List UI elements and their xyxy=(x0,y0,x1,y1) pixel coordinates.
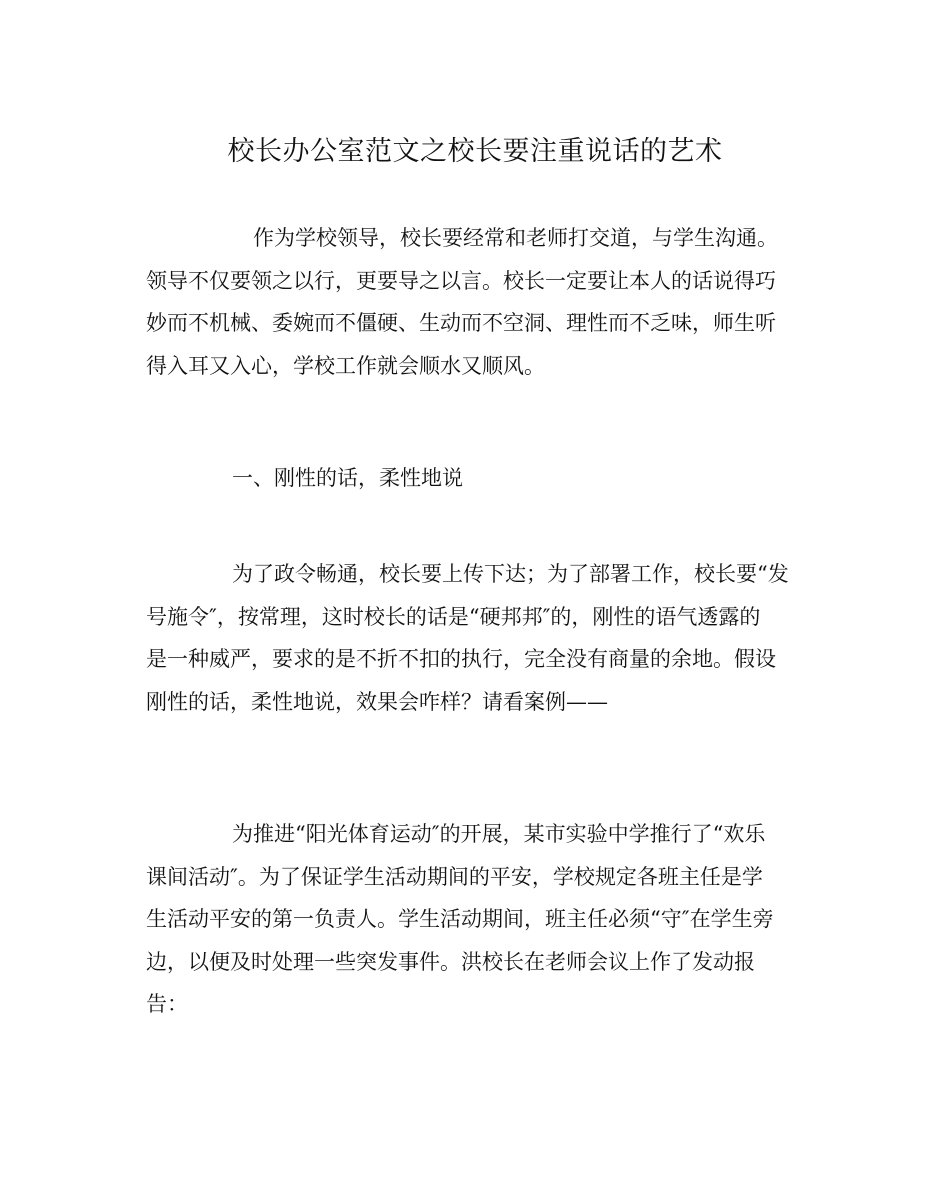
paragraph-line: 生活动平安的第一负责人。学生活动期间，班主任必须“守″在学生旁 xyxy=(146,907,774,931)
paragraph-intro xyxy=(146,217,818,387)
paragraph-line: 刚性的话，柔性地说，效果会咋样？请看案例—— xyxy=(146,689,608,714)
section-heading xyxy=(146,457,818,500)
paragraph-line: 为推进“阳光体育运动″的开展，某市实验中学推行了“欢乐 xyxy=(232,822,766,846)
paragraph-line: 为了政令畅通，校长要上传下达；为了部署工作，校长要“发 xyxy=(232,562,789,586)
paragraph-line: 妙而不机械、委婉而不僵硬、生动而不空洞、理性而不乏味，师生听 xyxy=(146,311,776,335)
paragraph-line: 是一种威严，要求的是不折不扣的执行，完全没有商量的余地。假设 xyxy=(146,647,776,671)
paragraph-line: 领导不仅要领之以行，更要导之以言。校长一定要让本人的话说得巧 xyxy=(146,268,776,293)
document-title: 校长办公室范文之校长要注重说话的艺术 xyxy=(227,136,723,167)
paragraph-line: 边，以便及时处理一些突发事件。洪校长在老师会议上作了发动报 xyxy=(146,949,755,974)
paragraph-line: 作为学校领导，校长要经常和老师打交道，与学生沟通。 xyxy=(253,226,778,250)
section-heading-text: 一、刚性的话，柔性地说 xyxy=(232,466,463,490)
paragraph-line: 告： xyxy=(146,992,188,1016)
paragraph-body-2 xyxy=(146,813,818,1026)
paragraph-line: 号施令″，按常理，这时校长的话是“硬邦邦″的，刚性的语气透露的 xyxy=(146,604,761,629)
paragraph-line: 得入耳又入心，学校工作就会顺水又顺风。 xyxy=(146,353,545,378)
paragraph-line: 课间活动″。为了保证学生活动期间的平安，学校规定各班主任是学 xyxy=(146,864,763,889)
paragraph-body-1 xyxy=(146,553,818,723)
